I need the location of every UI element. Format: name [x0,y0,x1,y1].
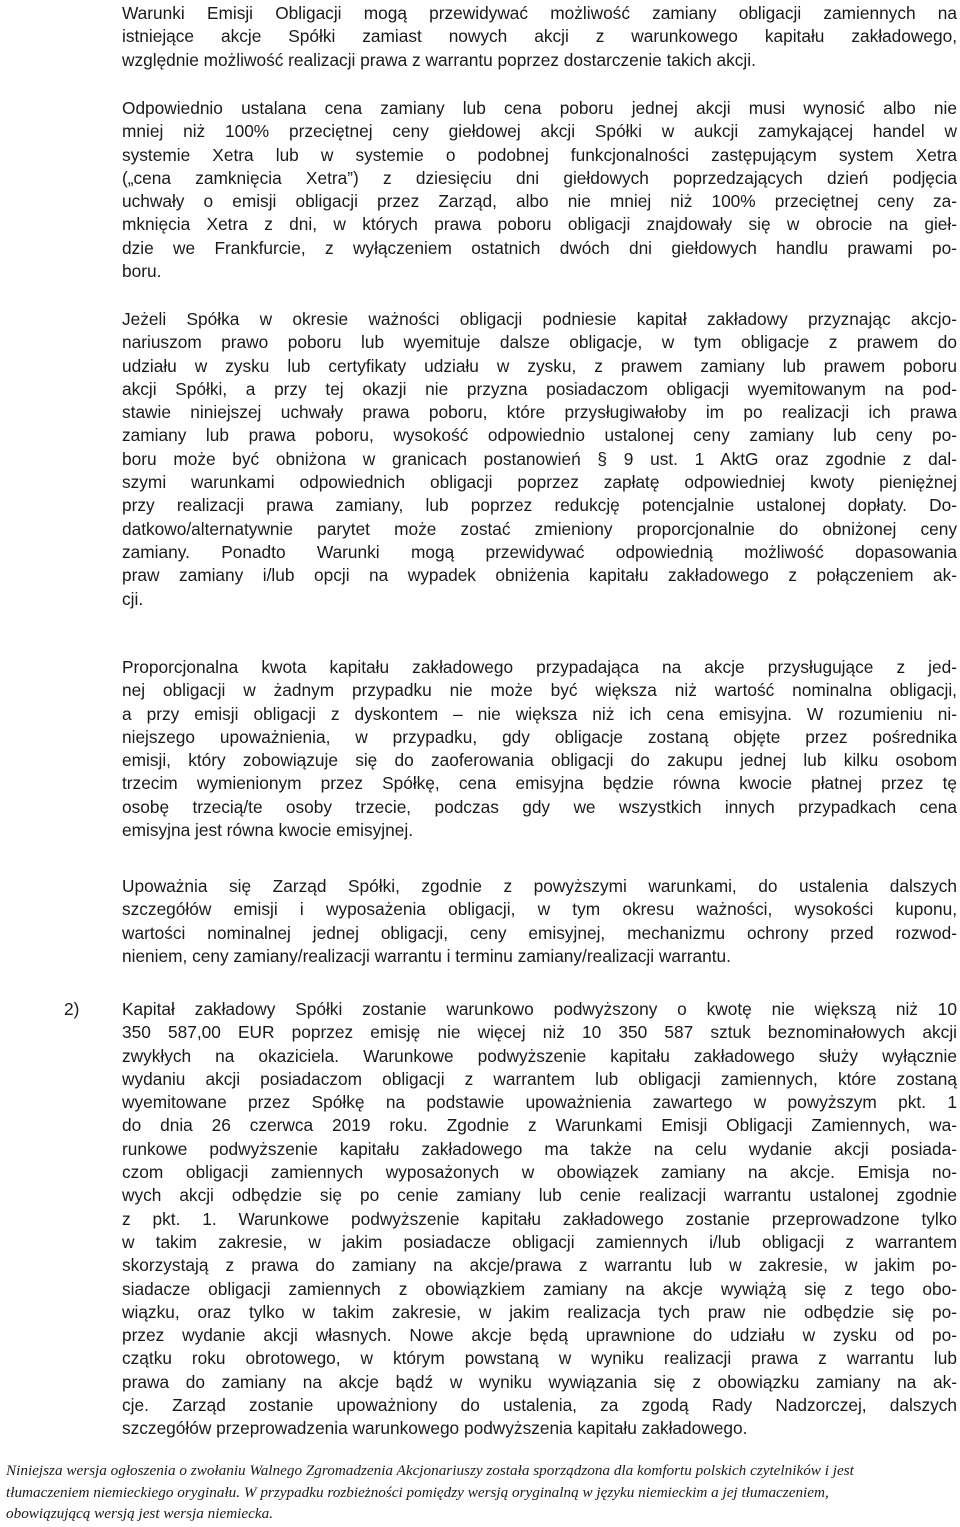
paragraph-proportional-amount [122,656,957,842]
footnote-line: obowiązującą wersją jest wersja niemiecka. [6,1505,274,1522]
translation-disclaimer-footnote [6,1460,954,1525]
text-line: nariuszom prawo poboru lub wyemituje dalsze obligacje, w tym obligacje z prawem do [122,332,957,353]
text-line: cje. Zarząd zostanie upoważniony do ustalenia, za zgodą Rady Nadzorczej, dalszych [122,1395,957,1416]
text-line: emisji, który zobowiązuje się do zaoferowania obligacji do zakupu jednej lub kilku osobom [122,750,957,771]
text-line: wych akcji odbędzie się po cenie zamiany lub cenie realizacji warrantu ustalonej zgodnie [122,1185,957,1206]
text-line: cji. [122,588,144,609]
text-line: do dnia 26 czerwca 2019 roku. Zgodnie z Warunkami Emisji Obligacji Zamiennych, wa- [122,1115,957,1136]
paragraph-conditional-capital-increase [122,998,957,1441]
text-line: Jeżeli Spółka w okresie ważności obligacji podniesie kapitał zakładowy przyznając akcjo- [122,309,957,329]
text-line: nej obligacji w żadnym przypadku nie może być większa niż wartość nominalna obligacji, [122,680,957,701]
text-line: akcji Spółki, a przy tej okazji nie przyzna posiadaczom obligacji wyemitowanym na pod- [122,378,957,399]
list-item-number: 2) [64,999,80,1019]
text-line: trzecim wymienionym przez Spółkę, cena emisyjna będzie równa kwocie płatnej przez tę [122,773,957,794]
text-line: wydaniu akcji posiadaczom obligacji z warrantem lub obligacji zamiennych, które zostaną [122,1068,957,1089]
text-line: względnie możliwość realizacji prawa z warrantu poprzez dostarczenie takich akcji. [122,49,756,70]
text-line: mknięcia Xetra z dni, w których prawa poboru obligacji znajdowały się w obrocie na gieł- [122,214,957,235]
text-line: dzie we Frankfurcie, z wyłączeniem ostatnich dwóch dni giełdowych handlu prawami po- [122,237,957,258]
text-line: udziału w zysku lub certyfikaty udziału w zysku, z prawem zamiany lub prawem poboru [122,355,957,376]
text-line: stawie niniejszej uchwały prawa poboru, które przysługiwałoby im po realizacji ich prawa [122,402,957,423]
text-line: nieniem, ceny zamiany/realizacji warrantu i terminu zamiany/realizacji warrantu. [122,945,731,966]
text-line: niejszego upoważnienia, w przypadku, gdy obligacje zostaną objęte przez pośrednika [122,726,957,747]
text-line: czom obligacji zamiennych wyposażonych w obowiązek zamiany na akcje. Emisja no- [122,1162,957,1183]
text-line: 350 587,00 EUR poprzez emisję nie więcej niż 10 350 587 sztuk beznominałowych akcji [122,1022,957,1043]
text-line: emisyjna jest równa kwocie emisyjnej. [122,820,414,841]
text-line: Warunki Emisji Obligacji mogą przewidywać możliwość zamiany obligacji zamiennych na [122,3,957,23]
text-line: wiązku, oraz tylko w takim zakresie, w jakim realizacja tych praw nie odbędzie się po- [122,1301,957,1322]
text-line: praw zamiany i/lub opcji na wypadek obniżenia kapitału zakładowego z połączeniem ak- [122,565,957,586]
text-line: mniej niż 100% przeciętnej ceny giełdowej akcji Spółki w aukcji zamykającej handel w [122,121,957,142]
text-line: osobę trzecią/te osoby trzecie, podczas gdy we wszystkich innych przypadkach cena [122,796,957,817]
text-line: datkowo/alternatywnie parytet może zostać zmieniony proporcjonalnie do obniżonej ceny [122,518,957,539]
text-line: a przy emisji obligacji z dyskontem – nie większa niż ich cena emisyjna. W rozumieniu ni- [122,703,957,724]
paragraph-conversion-price [122,97,957,283]
text-line: prawa do zamiany na akcje bądź w wyniku wywiązania się z obowiązku zamiany na ak- [122,1371,957,1392]
text-line: boru. [122,261,162,282]
paragraph-management-authorization [122,875,957,968]
text-line: Proporcjonalna kwota kapitału zakładowego przypadająca na akcje przysługujące z jed- [122,657,957,677]
text-line: szczegółów emisji i wyposażenia obligacji, w tym okresu ważności, wysokości kuponu, [122,899,957,920]
paragraph-existing-shares [122,2,957,72]
text-line: wyemitowane przez Spółkę na podstawie upoważnienia zawartego w powyższym pkt. 1 [122,1092,957,1113]
text-line: istniejące akcje Spółki zamiast nowych akcji z warunkowego kapitału zakładowego, [122,26,957,47]
text-line: z pkt. 1. Warunkowe podwyższenie kapitału zakładowego zostanie przeprowadzone tylko [122,1208,957,1229]
text-line: skorzystają z prawa do zamiany na akcje/prawa z warrantu lub w zakresie, w jakim po- [122,1255,957,1276]
text-line: szymi warunkami odpowiednich obligacji poprzez zapłatę odpowiedniej kwoty pieniężnej [122,472,957,493]
text-line: wartości nominalnej jednej obligacji, ceny emisyjnej, mechanizmu ochrony przed rozwod- [122,922,957,943]
footnote-line: tłumaczeniem niemieckiego oryginału. W przypadku rozbieżności pomiędzy wersją oryginalną w języku niemieckim a jej tłumaczeniem, [6,1483,829,1501]
text-line: boru może być obniżona w granicach postanowień § 9 ust. 1 AktG oraz zgodnie z dal- [122,448,957,469]
text-line: przy realizacji prawa zamiany, lub poprzez redukcję potencjalnie ustalonej dopłaty. Do- [122,495,957,516]
text-line: w takim zakresie, w jakim posiadacze obligacji zamiennych i/lub obligacji z warrantem [122,1231,957,1252]
text-line: systemie Xetra lub w systemie o podobnej funkcjonalności zastępującym system Xetra [122,144,957,165]
text-line: Kapitał zakładowy Spółki zostanie warunkowo podwyższony o kwotę nie większą niż 10 [122,999,957,1019]
footnote-line: Niniejsza wersja ogłoszenia o zwołaniu Walnego Zgromadzenia Akcjonariuszy została sporządzona dla komfortu polskich czytelników i jest [6,1462,854,1479]
text-line: Upoważnia się Zarząd Spółki, zgodnie z powyższymi warunkami, do ustalenia dalszych [122,876,957,896]
paragraph-capital-increase-adjustment [122,308,957,611]
text-line: uchwały o emisji obligacji przez Zarząd, albo nie mniej niż 100% przeciętnej ceny za- [122,191,957,212]
text-line: zwykłych na okaziciela. Warunkowe podwyższenie kapitału zakładowego służy wyłącznie [122,1045,957,1066]
text-line: („cena zamknięcia Xetra”) z dziesięciu dni giełdowych poprzedzających dzień podjęcia [122,167,957,188]
text-line: czątku roku obrotowego, w którym powstaną w wyniku realizacji prawa z warrantu lub [122,1348,957,1369]
text-line: zamiany lub prawa poboru, wysokość odpowiednio ustalonej ceny zamiany lub ceny po- [122,425,957,446]
text-line: runkowe podwyższenie kapitału zakładowego ma także na celu wydanie akcji posiada- [122,1138,957,1159]
text-line: Odpowiednio ustalana cena zamiany lub cena poboru jednej akcji musi wynosić albo nie [122,98,957,118]
text-line: siadacze obligacji zamiennych z obowiązkiem zamiany na akcje wywiążą się z tego obo- [122,1278,957,1299]
text-line: szczegółów przeprowadzenia warunkowego podwyższenia kapitału zakładowego. [122,1418,748,1439]
text-line: przez wydanie akcji własnych. Nowe akcje będą uprawnione do udziału w zysku od po- [122,1325,957,1346]
text-line: zamiany. Ponadto Warunki mogą przewidywać odpowiednią możliwość dopasowania [122,541,957,562]
